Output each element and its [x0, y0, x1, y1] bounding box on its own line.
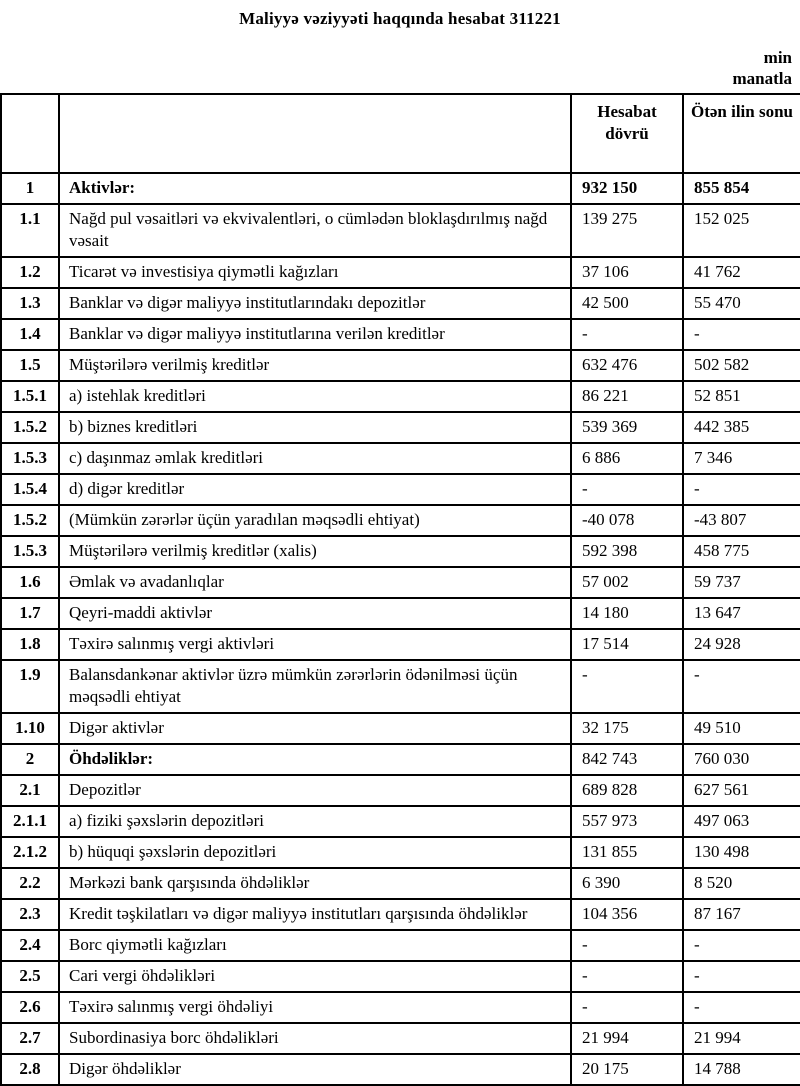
table-row — [1, 775, 800, 806]
value-current-cell: - — [571, 992, 683, 1023]
row-label-cell: Təxirə salınmış vergi öhdəliyi — [59, 992, 571, 1023]
value-previous-cell: 458 775 — [683, 536, 800, 567]
table-row — [1, 868, 800, 899]
value-current-cell: 20 175 — [571, 1054, 683, 1085]
value-previous-cell: 7 346 — [683, 443, 800, 474]
table-row — [1, 992, 800, 1023]
table-row — [1, 713, 800, 744]
value-current-cell: 689 828 — [571, 775, 683, 806]
row-number-cell: 1.4 — [1, 319, 59, 350]
row-label-cell: Nağd pul vəsaitləri və ekvivalentləri, o cümlədən bloklaşdırılmış nağd vəsait — [59, 204, 571, 257]
table-row — [1, 536, 800, 567]
value-current-cell: 557 973 — [571, 806, 683, 837]
row-label-cell: Aktivlər: — [59, 173, 571, 204]
value-previous-cell: 152 025 — [683, 204, 800, 257]
table-row — [1, 837, 800, 868]
table-row — [1, 443, 800, 474]
table-row — [1, 899, 800, 930]
value-current-cell: -40 078 — [571, 505, 683, 536]
value-previous-cell: - — [683, 660, 800, 713]
table-body — [1, 173, 800, 1085]
table-row — [1, 598, 800, 629]
row-label-cell: a) fiziki şəxslərin depozitləri — [59, 806, 571, 837]
table-row — [1, 412, 800, 443]
row-number-cell: 1.5.2 — [1, 412, 59, 443]
row-label-cell: Kredit təşkilatları və digər maliyyə institutları qarşısında öhdəliklər — [59, 899, 571, 930]
row-label-cell: b) hüquqi şəxslərin depozitləri — [59, 837, 571, 868]
value-current-cell: 32 175 — [571, 713, 683, 744]
row-label-cell: a) istehlak kreditləri — [59, 381, 571, 412]
table-row — [1, 1023, 800, 1054]
row-label-cell: Banklar və digər maliyyə institutlarına verilən kreditlər — [59, 319, 571, 350]
row-label-cell: Müştərilərə verilmiş kreditlər (xalis) — [59, 536, 571, 567]
value-current-cell: 17 514 — [571, 629, 683, 660]
header-label-col — [59, 94, 571, 173]
row-number-cell: 1.5.2 — [1, 505, 59, 536]
row-label-cell: Borc qiymətli kağızları — [59, 930, 571, 961]
table-row — [1, 629, 800, 660]
table-row — [1, 961, 800, 992]
row-label-cell: b) biznes kreditləri — [59, 412, 571, 443]
row-label-cell: Balansdankənar aktivlər üzrə mümkün zərərlərin ödənilməsi üçün məqsədli ehtiyat — [59, 660, 571, 713]
value-previous-cell: - — [683, 930, 800, 961]
row-label-cell: Banklar və digər maliyyə institutlarındakı depozitlər — [59, 288, 571, 319]
row-number-cell: 1.7 — [1, 598, 59, 629]
row-number-cell: 1.9 — [1, 660, 59, 713]
table-row — [1, 381, 800, 412]
row-number-cell: 1.3 — [1, 288, 59, 319]
value-previous-cell: - — [683, 474, 800, 505]
header-previous-year-end: Ötən ilin sonu — [683, 94, 800, 173]
table-row — [1, 474, 800, 505]
value-current-cell: 6 390 — [571, 868, 683, 899]
row-number-cell: 1.6 — [1, 567, 59, 598]
value-previous-cell: 502 582 — [683, 350, 800, 381]
row-number-cell: 2.1.1 — [1, 806, 59, 837]
row-number-cell: 2.1.2 — [1, 837, 59, 868]
table-row — [1, 319, 800, 350]
value-current-cell: 842 743 — [571, 744, 683, 775]
value-previous-cell: 497 063 — [683, 806, 800, 837]
value-current-cell: - — [571, 930, 683, 961]
unit-note: min manatla — [732, 48, 792, 88]
value-previous-cell: 87 167 — [683, 899, 800, 930]
value-current-cell: 632 476 — [571, 350, 683, 381]
value-previous-cell: - — [683, 961, 800, 992]
value-previous-cell: 130 498 — [683, 837, 800, 868]
table-row — [1, 288, 800, 319]
row-number-cell: 1.2 — [1, 257, 59, 288]
financial-position-table — [0, 93, 800, 1086]
page-title: Maliyyə vəziyyəti haqqında hesabat 311221 — [239, 9, 561, 28]
value-current-cell: - — [571, 660, 683, 713]
row-label-cell: Müştərilərə verilmiş kreditlər — [59, 350, 571, 381]
row-number-cell: 1.5 — [1, 350, 59, 381]
row-number-cell: 1 — [1, 173, 59, 204]
value-current-cell: 37 106 — [571, 257, 683, 288]
row-label-cell: Ticarət və investisiya qiymətli kağızları — [59, 257, 571, 288]
row-number-cell: 2.7 — [1, 1023, 59, 1054]
value-current-cell: 57 002 — [571, 567, 683, 598]
table-row — [1, 660, 800, 713]
row-number-cell: 2.5 — [1, 961, 59, 992]
header-current-period: Hesabat dövrü — [571, 94, 683, 173]
table-row — [1, 204, 800, 257]
row-label-cell: c) daşınmaz əmlak kreditləri — [59, 443, 571, 474]
row-label-cell: Əmlak və avadanlıqlar — [59, 567, 571, 598]
row-number-cell: 2.1 — [1, 775, 59, 806]
value-current-cell: - — [571, 474, 683, 505]
table-row — [1, 744, 800, 775]
row-label-cell: Öhdəliklər: — [59, 744, 571, 775]
row-number-cell: 1.5.3 — [1, 536, 59, 567]
value-previous-cell: 24 928 — [683, 629, 800, 660]
value-previous-cell: 760 030 — [683, 744, 800, 775]
value-current-cell: 539 369 — [571, 412, 683, 443]
table-row — [1, 1054, 800, 1085]
value-current-cell: 592 398 — [571, 536, 683, 567]
table-row — [1, 350, 800, 381]
table-row — [1, 567, 800, 598]
value-previous-cell: 49 510 — [683, 713, 800, 744]
value-previous-cell: 55 470 — [683, 288, 800, 319]
value-current-cell: 86 221 — [571, 381, 683, 412]
value-previous-cell: -43 807 — [683, 505, 800, 536]
value-previous-cell: 14 788 — [683, 1054, 800, 1085]
row-number-cell: 2.4 — [1, 930, 59, 961]
value-current-cell: 14 180 — [571, 598, 683, 629]
value-previous-cell: 855 854 — [683, 173, 800, 204]
table-row — [1, 257, 800, 288]
value-current-cell: 21 994 — [571, 1023, 683, 1054]
value-current-cell: 139 275 — [571, 204, 683, 257]
value-current-cell: 932 150 — [571, 173, 683, 204]
row-number-cell: 1.5.3 — [1, 443, 59, 474]
row-number-cell: 1.5.1 — [1, 381, 59, 412]
value-current-cell: - — [571, 961, 683, 992]
table-row — [1, 806, 800, 837]
value-current-cell: 104 356 — [571, 899, 683, 930]
row-number-cell: 1.1 — [1, 204, 59, 257]
header-number-col — [1, 94, 59, 173]
row-label-cell: Mərkəzi bank qarşısında öhdəliklər — [59, 868, 571, 899]
value-current-cell: 42 500 — [571, 288, 683, 319]
row-number-cell: 2 — [1, 744, 59, 775]
row-number-cell: 1.10 — [1, 713, 59, 744]
value-previous-cell: 442 385 — [683, 412, 800, 443]
value-previous-cell: 52 851 — [683, 381, 800, 412]
table-row — [1, 505, 800, 536]
row-number-cell: 2.8 — [1, 1054, 59, 1085]
row-label-cell: Qeyri-maddi aktivlər — [59, 598, 571, 629]
row-number-cell: 1.8 — [1, 629, 59, 660]
row-label-cell: Digər aktivlər — [59, 713, 571, 744]
row-label-cell: Digər öhdəliklər — [59, 1054, 571, 1085]
row-label-cell: Cari vergi öhdəlikləri — [59, 961, 571, 992]
row-number-cell: 2.6 — [1, 992, 59, 1023]
value-previous-cell: 59 737 — [683, 567, 800, 598]
value-previous-cell: - — [683, 319, 800, 350]
row-label-cell: Depozitlər — [59, 775, 571, 806]
value-current-cell: 131 855 — [571, 837, 683, 868]
table-row — [1, 930, 800, 961]
row-label-cell: (Mümkün zərərlər üçün yaradılan məqsədli ehtiyat) — [59, 505, 571, 536]
value-previous-cell: - — [683, 992, 800, 1023]
value-previous-cell: 21 994 — [683, 1023, 800, 1054]
value-current-cell: 6 886 — [571, 443, 683, 474]
row-number-cell: 1.5.4 — [1, 474, 59, 505]
value-previous-cell: 627 561 — [683, 775, 800, 806]
value-previous-cell: 13 647 — [683, 598, 800, 629]
row-label-cell: Təxirə salınmış vergi aktivləri — [59, 629, 571, 660]
row-number-cell: 2.3 — [1, 899, 59, 930]
row-label-cell: Subordinasiya borc öhdəlikləri — [59, 1023, 571, 1054]
value-previous-cell: 41 762 — [683, 257, 800, 288]
row-label-cell: d) digər kreditlər — [59, 474, 571, 505]
table-header-row — [1, 94, 800, 173]
value-current-cell: - — [571, 319, 683, 350]
value-previous-cell: 8 520 — [683, 868, 800, 899]
row-number-cell: 2.2 — [1, 868, 59, 899]
table-row — [1, 173, 800, 204]
